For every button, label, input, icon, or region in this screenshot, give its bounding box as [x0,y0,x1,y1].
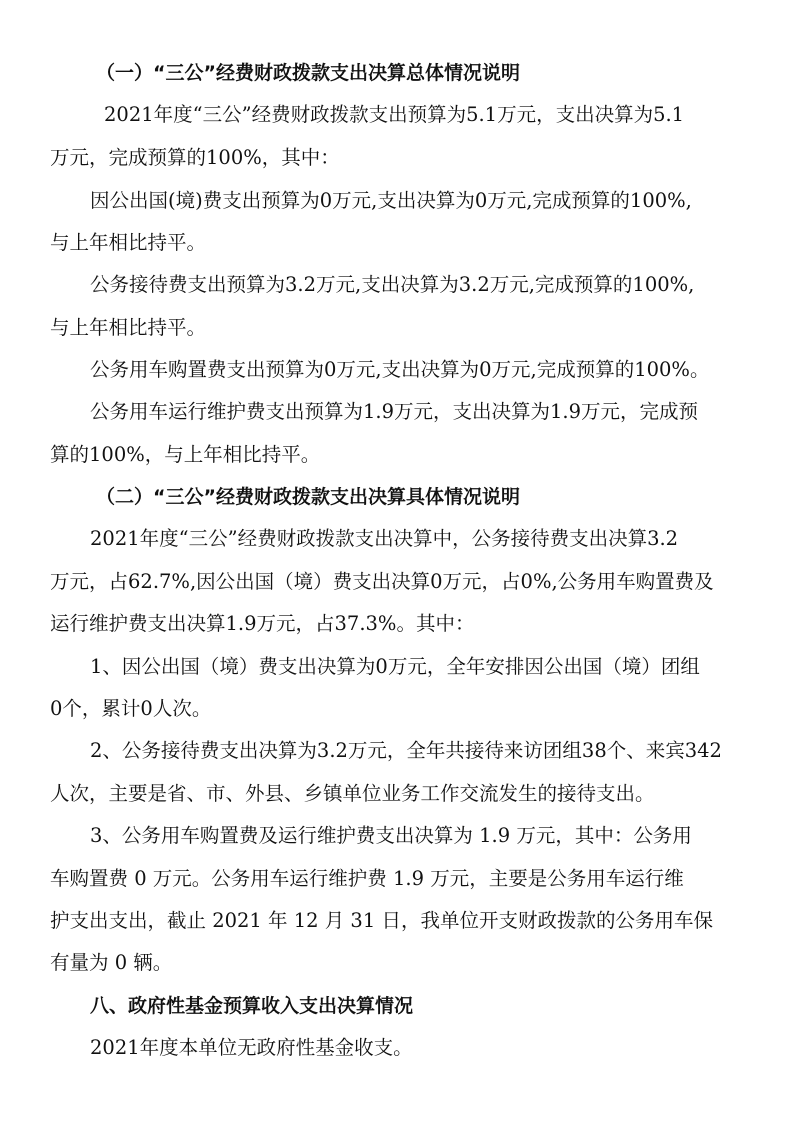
paragraph-line: 因公出国(境)费支出预算为0万元,支出决算为0万元,完成预算的100%, [90,189,692,212]
section-heading-2: （二）“三公”经费财政拨款支出决算具体情况说明 [96,486,520,508]
paragraph-line: 万元，完成预算的100%，其中： [50,146,340,169]
paragraph-line: 2、公务接待费支出决算为3.2万元，全年共接待来访团组38个、来宾342 [90,739,722,762]
paragraph-line: 2021年度“三公”经费财政拨款支出决算中，公务接待费支出决算3.2 [90,527,679,550]
section-heading-1: （一）“三公”经费财政拨款支出决算总体情况说明 [96,62,520,84]
section-heading-8: 八、政府性基金预算收入支出决算情况 [90,995,414,1017]
paragraph-line: 护支出支出，截止 2021 年 12 月 31 日，我单位开支财政拨款的公务用车保 [50,909,713,932]
paragraph-line: 公务接待费支出预算为3.2万元,支出决算为3.2万元,完成预算的100%, [90,273,695,296]
paragraph-line: 与上年相比持平。 [50,316,207,339]
paragraph-line: 2021年度本单位无政府性基金收支。 [90,1036,413,1059]
paragraph-line: 1、因公出国（境）费支出决算为0万元，全年安排因公出国（境）团组 [90,655,700,678]
paragraph-line: 2021年度“三公”经费财政拨款支出预算为5.1万元，支出决算为5.1 [104,103,685,126]
paragraph-line: 运行维护费支出决算1.9万元，占37.3%。其中： [50,612,475,635]
paragraph-line: 0个，累计0人次。 [50,697,212,720]
paragraph-line: 公务用车运行维护费支出预算为1.9万元，支出决算为1.9万元，完成预 [90,400,699,423]
paragraph-line: 算的100%，与上年相比持平。 [50,443,321,466]
paragraph-line: 车购置费 0 万元。公务用车运行维护费 1.9 万元，主要是公务用车运行维 [50,867,684,890]
paragraph-line: 有量为 0 辆。 [50,951,173,974]
paragraph-line: 人次，主要是省、市、外县、乡镇单位业务工作交流发生的接待支出。 [50,782,655,805]
paragraph-line: 公务用车购置费支出预算为0万元,支出决算为0万元,完成预算的100%。 [90,358,710,381]
paragraph-line: 3、公务用车购置费及运行维护费支出决算为 1.9 万元，其中：公务用 [90,824,692,847]
paragraph-line: 与上年相比持平。 [50,231,207,254]
paragraph-line: 万元，占62.7%,因公出国（境）费支出决算0万元，占0%,公务用车购置费及 [50,570,714,593]
